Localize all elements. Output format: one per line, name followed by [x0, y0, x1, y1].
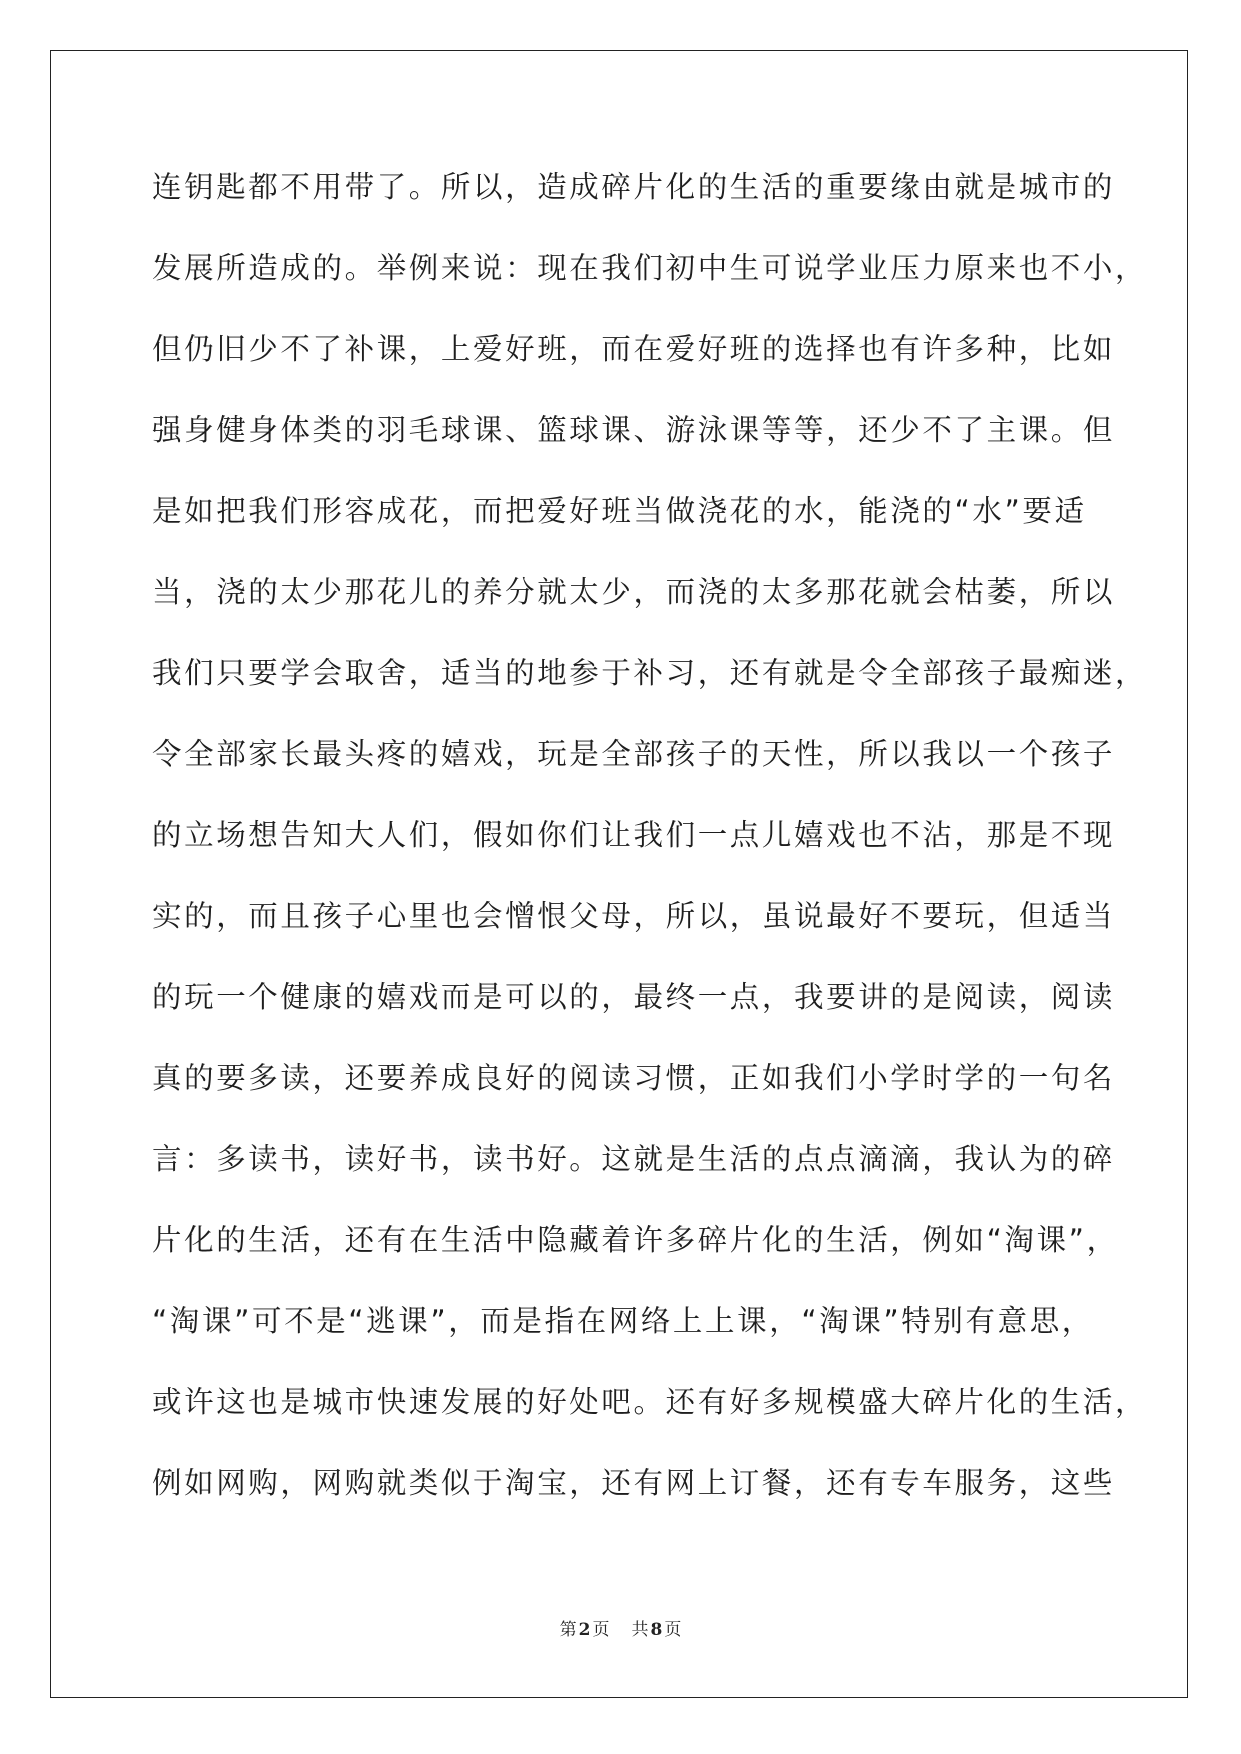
- page-label-suffix: 页: [592, 1620, 610, 1640]
- document-body: [152, 165, 1148, 1542]
- text-line: 连钥匙都不用带了。所以，造成碎片化的生活的重要缘由就是城市的: [152, 170, 1116, 204]
- text-line: 当，浇的太少那花儿的养分就太少，而浇的太多那花就会枯萎，所以: [152, 575, 1116, 609]
- text-line: 或许这也是城市快速发展的好处吧。还有好多规模盛大碎片化的生活，: [152, 1385, 1148, 1419]
- page-label-prefix: 第: [559, 1620, 577, 1640]
- total-pages-number: 8: [650, 1620, 663, 1640]
- total-label-prefix: 共: [631, 1620, 649, 1640]
- page-number-footer: [0, 1615, 1241, 1640]
- text-line: 我们只要学会取舍，适当的地参于补习，还有就是令全部孩子最痴迷，: [152, 656, 1148, 690]
- text-line: 令全部家长最头疼的嬉戏，玩是全部孩子的天性，所以我以一个孩子: [152, 737, 1116, 771]
- text-line: 的立场想告知大人们，假如你们让我们一点儿嬉戏也不沾，那是不现: [152, 818, 1116, 852]
- text-line: 实的，而且孩子心里也会憎恨父母，所以，虽说最好不要玩，但适当: [152, 899, 1116, 933]
- text-line: 是如把我们形容成花，而把爱好班当做浇花的水，能浇的“水”要适: [152, 494, 1087, 528]
- text-line: 强身健身体类的羽毛球课、篮球课、游泳课等等，还少不了主课。但: [152, 413, 1116, 447]
- text-line: 片化的生活，还有在生活中隐藏着许多碎片化的生活，例如“淘课”，: [152, 1223, 1119, 1257]
- text-line: 言：多读书，读好书，读书好。这就是生活的点点滴滴，我认为的碎: [152, 1142, 1116, 1176]
- text-line: “淘课”可不是“逃课”，而是指在网络上上课，“淘课”特别有意思，: [152, 1304, 1094, 1338]
- text-line: 的玩一个健康的嬉戏而是可以的，最终一点，我要讲的是阅读，阅读: [152, 980, 1116, 1014]
- text-line: 但仍旧少不了补课，上爱好班，而在爱好班的选择也有许多种，比如: [152, 332, 1116, 366]
- text-line: 例如网购，网购就类似于淘宝，还有网上订餐，还有专车服务，这些: [152, 1466, 1116, 1500]
- total-label-suffix: 页: [664, 1620, 682, 1640]
- current-page-number: 2: [578, 1620, 591, 1640]
- text-line: 发展所造成的。举例来说：现在我们初中生可说学业压力原来也不小，: [152, 251, 1148, 285]
- text-line: 真的要多读，还要养成良好的阅读习惯，正如我们小学时学的一句名: [152, 1061, 1116, 1095]
